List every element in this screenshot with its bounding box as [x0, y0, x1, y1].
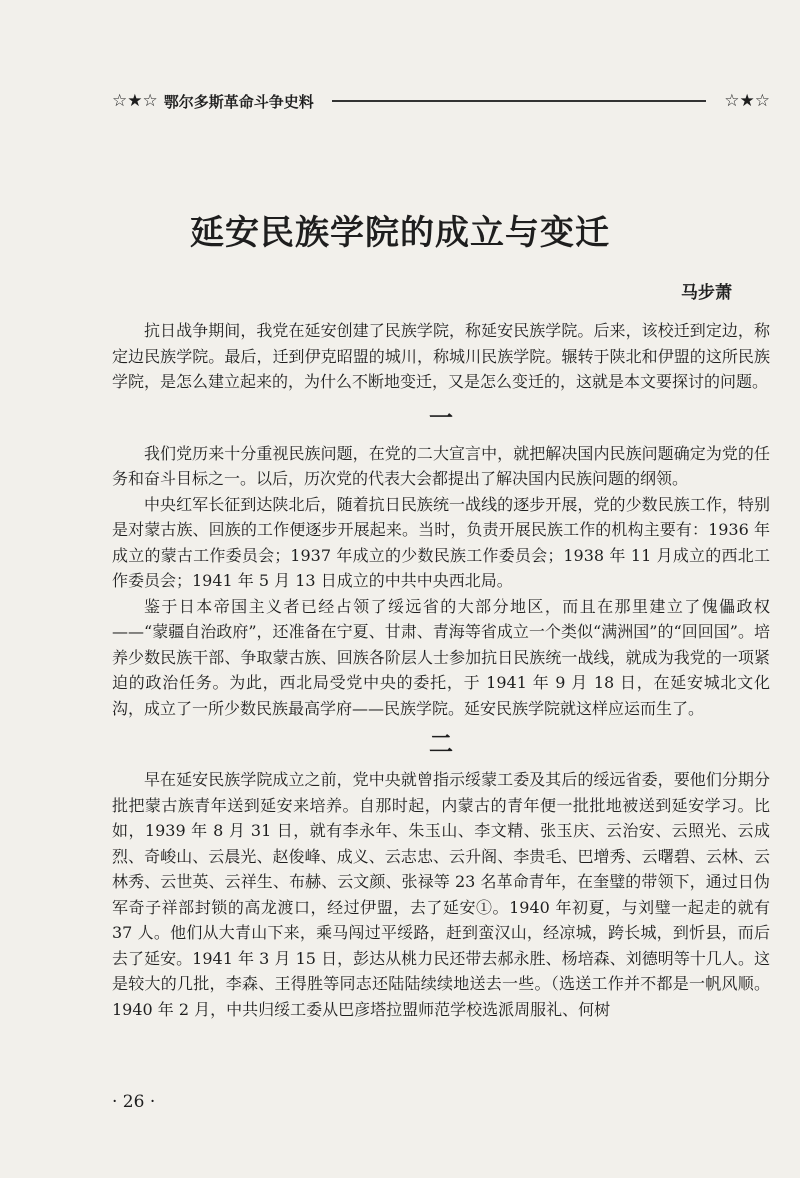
intro-paragraph: 抗日战争期间，我党在延安创建了民族学院，称延安民族学院。后来，该校迁到定边，称定边民族学院。最后，迁到伊克昭盟的城川，称城川民族学院。辗转于陕北和伊盟的这所民族学院，是怎么建立起来的，为什么不断地变迁，又是怎么变迁的，这就是本文要探讨的问题。: [112, 321, 770, 391]
paragraph: 鉴于日本帝国主义者已经占领了绥远省的大部分地区，而且在那里建立了傀儡政权——“蒙疆自治政府”，还准备在宁夏、甘肃、青海等省成立一个类似“满洲国”的“回回国”。培养少数民族干部、争取蒙古族、回族各阶层人士参加抗日民族统一战线，就成为我党的一项紧迫的政治任务。为此，西北局受党中央的委托，于 1941 年 9 月 18 日，在延安城北文化沟，成立了一所少数民族最高学府——民族学院。延安民族学院就这样应运而生了。: [112, 596, 770, 718]
article-author: 马步萧: [681, 283, 732, 303]
stars-right-icon: ☆★☆: [724, 91, 770, 111]
header-rule: [332, 100, 707, 102]
section-heading-2: 二: [429, 729, 453, 758]
journal-name: 鄂尔多斯革命斗争史料: [163, 92, 314, 111]
stars-left-icon: ☆★☆: [112, 91, 158, 111]
article-body: [112, 318, 770, 1022]
paragraph: 中央红军长征到达陕北后，随着抗日民族统一战线的逐步开展，党的少数民族工作，特别是对蒙古族、回族的工作便逐步开展起来。当时，负责开展民族工作的机构主要有：1936 年成立的蒙古工作委员会；1937 年成立的少数民族工作委员会；1938 年 11 月成立的西北工作委员会；1941 年 5 月 13 日成立的中共中央西北局。: [112, 494, 770, 590]
paragraph: 早在延安民族学院成立之前，党中央就曾指示绥蒙工委及其后的绥远省委，要他们分期分批把蒙古族青年送到延安来培养。自那时起，内蒙古的青年便一批批地被送到延安学习。比如，1939 年 8 月 31 日，就有李永年、朱玉山、李文精、张玉庆、云治安、云照光、云成烈、奇峻山、云晨光、赵俊峰、成义、云志忠、云升阁、李贵毛、巴增秀、云曙碧、云林、云林秀、云世英、云祥生、布赫、云文颜、张禄等 23 名革命青年，在奎璧的带领下，通过日伪军奇子祥部封锁的高龙渡口，经过伊盟，去了延安①。1940 年初夏，与刘璧一起走的就有 37 人。他们从大青山下来，乘马闯过平绥路，赶到蛮汉山，经凉城，跨长城，到忻县，而后去了延安。1941 年 3 月 15 日，彭达从桃力民还带去郝永胜、杨培森、刘德明等十几人。这是较大的几批，李森、王得胜等同志还陆陆续续地送去一些。（选送工作并不都是一帆风顺。1940 年 2 月，中共归绥工委从巴彦塔拉盟师范学校选派周服礼、何树: [112, 770, 770, 1019]
page-number: · 26 ·: [112, 1092, 156, 1112]
article-title: 延安民族学院的成立与变迁: [190, 213, 610, 253]
paragraph: 我们党历来十分重视民族问题，在党的二大宣言中，就把解决国内民族问题确定为党的任务和奋斗目标之一。以后，历次党的代表大会都提出了解决国内民族问题的纲领。: [112, 443, 770, 488]
running-header: [112, 88, 770, 114]
section-heading-1: 一: [429, 402, 453, 432]
